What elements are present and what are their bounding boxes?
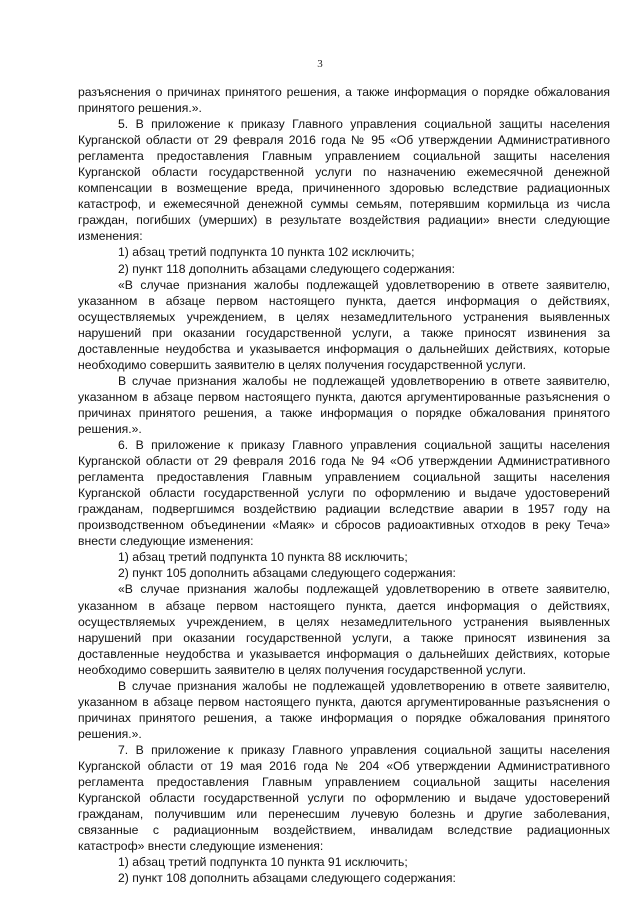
paragraph: 2) пункт 108 дополнить абзацами следующего содержания:: [118, 871, 456, 886]
document-body: [78, 84, 610, 886]
paragraph: 1) абзац третий подпункта 10 пункта 88 исключить;: [118, 550, 408, 565]
paragraph: В случае признания жалобы не подлежащей удовлетворению в ответе заявителю, указанном в абзаце первом настоящего пункта, даются аргументированные разъяснения о причинах принятого решения, а также информация о порядке обжалования принятого решения.».: [78, 678, 610, 741]
paragraph: 5. В приложение к приказу Главного управления социальной защиты населения Курганской области от 29 февраля 2016 года № 95 «Об утверждении Административного регламента предоставления Главным управлением социальной защиты населения Курганской области государственной услуги по назначению ежемесячной денежной компенсации в возмещение вреда, причиненного здоровью вследствие радиационных катастроф, и ежемесячной денежной суммы семьям, потерявшим кормильца из числа граждан, погибших (умерших) в результате воздействия радиации» внести следующие изменения:: [78, 117, 610, 244]
paragraph: 1) абзац третий подпункта 10 пункта 91 исключить;: [118, 855, 408, 870]
paragraph: 2) пункт 105 дополнить абзацами следующего содержания:: [118, 566, 456, 581]
paragraph: 6. В приложение к приказу Главного управления социальной защиты населения Курганской области от 29 февраля 2016 года № 94 «Об утверждении Административного регламента предоставления Главным управлением социальной защиты населения Курганской области государственной услуги по оформлению и выдаче удостоверений гражданам, подвергшимся воздействию радиации вследствие аварии в 1957 году на производственном объединении «Маяк» и сбросов радиоактивных отходов в реку Теча» внести следующие изменения:: [78, 438, 610, 549]
page-number: 3: [317, 58, 323, 70]
paragraph: 7. В приложение к приказу Главного управления социальной защиты населения Курганской области от 19 мая 2016 года № 204 «Об утверждении Административного регламента предоставления Главным управлением социальной защиты населения Курганской области государственной услуги по оформлению и выдаче удостоверений гражданам, получившим или перенесшим лучевую болезнь и другие заболевания, связанные с радиационным воздействием, инвалидам вследствие радиационных катастроф» внести следующие изменения:: [78, 742, 610, 854]
paragraph: «В случае признания жалобы подлежащей удовлетворению в ответе заявителю, указанном в абзаце первом настоящего пункта, дается информация о действиях, осуществляемых учреждением, в целях незамедлительного устранения выявленных нарушений при оказании государственной услуги, а также приносят извинения за доставленные неудобства и указывается информация о дальнейших действиях, которые необходимо совершить заявителю в целях получения государственной услуги.: [78, 277, 610, 372]
paragraph: 2) пункт 118 дополнить абзацами следующего содержания:: [118, 261, 455, 276]
paragraph: «В случае признания жалобы подлежащей удовлетворению в ответе заявителю, указанном в абзаце первом настоящего пункта, дается информация о действиях, осуществляемых учреждением, в целях незамедлительного устранения выявленных нарушений при оказании государственной услуги, а также приносят извинения за доставленные неудобства и указывается информация о дальнейших действиях, которые необходимо совершить заявителю в целях получения государственной услуги.: [78, 582, 610, 677]
paragraph: В случае признания жалобы не подлежащей удовлетворению в ответе заявителю, указанном в абзаце первом настоящего пункта, даются аргументированные разъяснения о причинах принятого решения, а также информация о порядке обжалования принятого решения.».: [78, 373, 610, 436]
paragraph: разъяснения о причинах принятого решения, а также информация о порядке обжалования принятого решения.».: [78, 85, 610, 116]
paragraph: 1) абзац третий подпункта 10 пункта 102 исключить;: [118, 245, 415, 260]
